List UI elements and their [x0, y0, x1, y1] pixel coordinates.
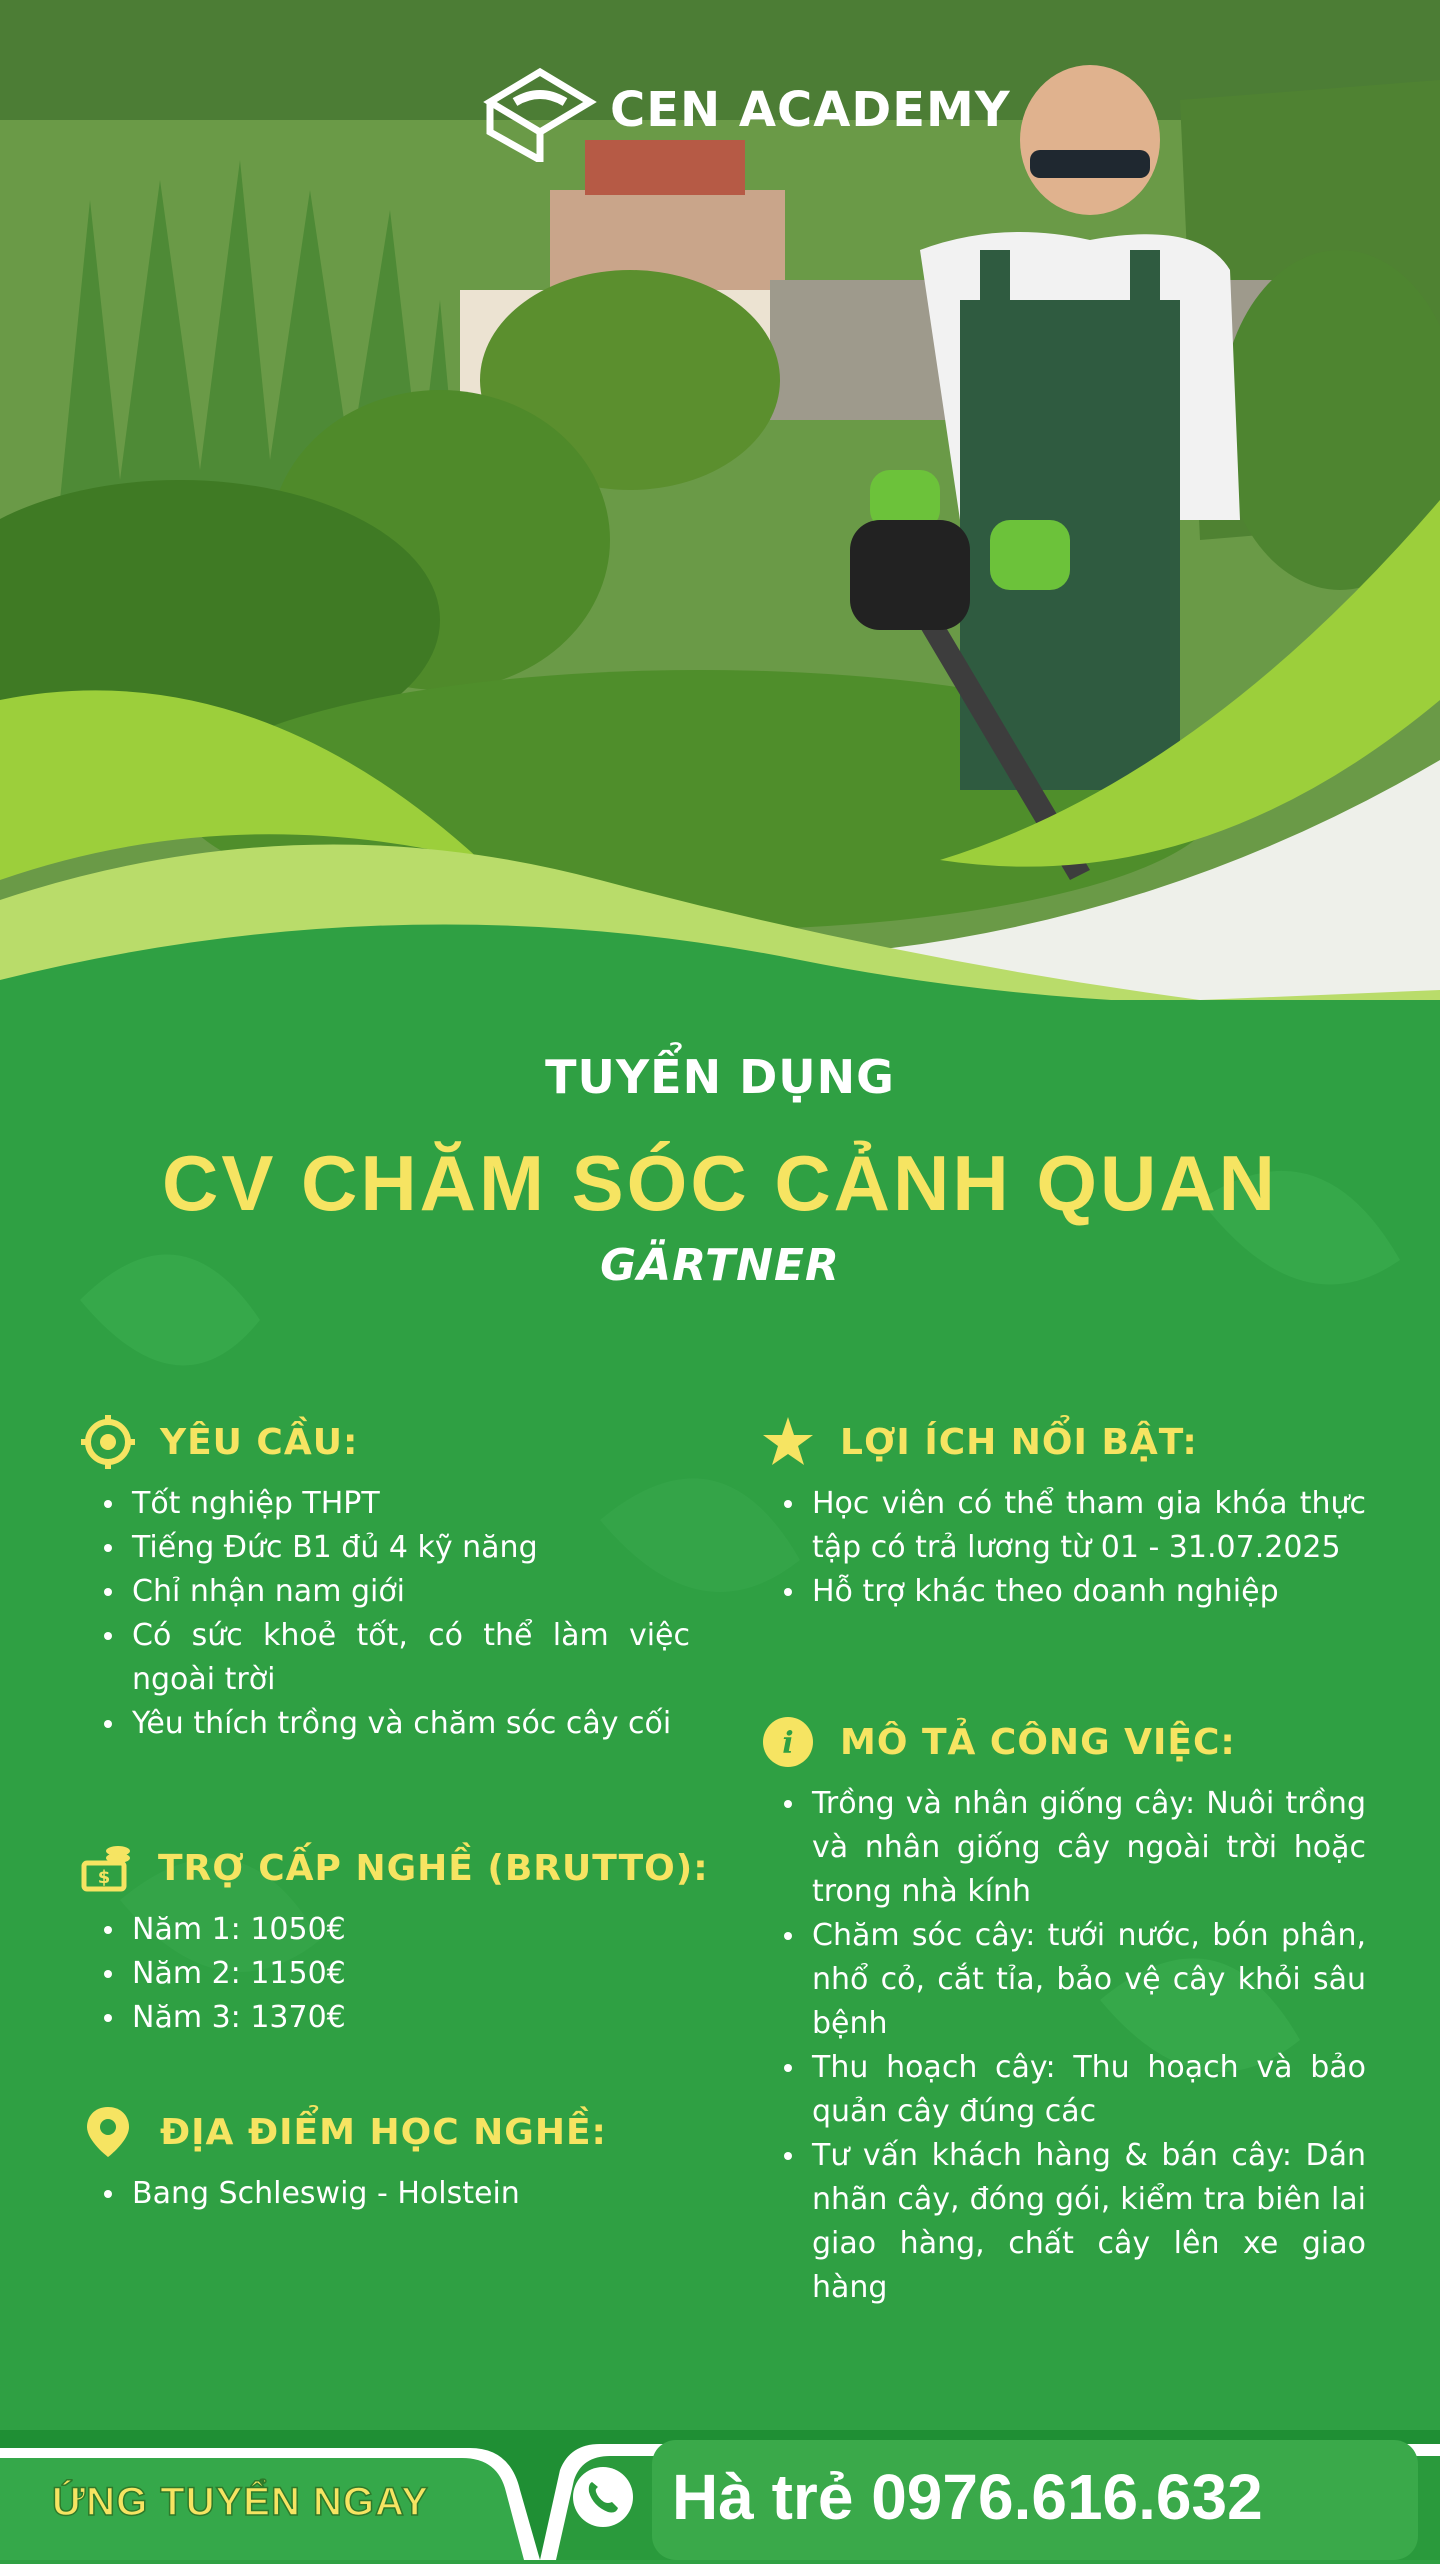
list-item: Tư vấn khách hàng & bán cây: Dán nhãn cây, đóng gói, kiểm tra biên lai giao hàng, chất cây lên xe giao hàng	[812, 2134, 1366, 2310]
money-icon	[80, 1840, 134, 1896]
requirements-list	[80, 1482, 690, 1746]
svg-text:i: i	[782, 1726, 794, 1761]
requirements-title: YÊU CẦU:	[160, 1421, 359, 1463]
location-title: ĐỊA ĐIỂM HỌC NGHỀ:	[160, 2111, 607, 2153]
requirements-section	[80, 1412, 690, 1746]
svg-text:$: $	[97, 1867, 111, 1888]
list-item: Học viên có thể tham gia khóa thực tập có trả lương từ 01 - 31.07.2025	[812, 1482, 1366, 1570]
allowance-section	[80, 1838, 709, 2040]
benefits-title: LỢI ÍCH NỔI BẬT:	[840, 1421, 1198, 1463]
list-item: Trồng và nhân giống cây: Nuôi trồng và nhân giống cây ngoài trời hoặc trong nhà kính	[812, 1782, 1366, 1914]
benefits-list	[760, 1482, 1366, 1614]
brand-name: CEN ACADEMY	[610, 82, 1011, 138]
list-item: Năm 3: 1370€	[132, 1996, 690, 2040]
list-item: Có sức khoẻ tốt, có thể làm việc ngoài trời	[132, 1614, 690, 1702]
location-section	[80, 2102, 690, 2216]
brand-logo	[480, 62, 1011, 162]
list-item: Năm 1: 1050€	[132, 1908, 690, 1952]
list-item: Tốt nghiệp THPT	[132, 1482, 690, 1526]
list-item: Chăm sóc cây: tưới nước, bón phân, nhổ cỏ, cắt tỉa, bảo vệ cây khỏi sâu bệnh	[812, 1914, 1366, 2046]
location-list	[80, 2172, 690, 2216]
list-item: Thu hoạch cây: Thu hoạch và bảo quản cây đúng các	[812, 2046, 1366, 2134]
list-item: Tiếng Đức B1 đủ 4 kỹ năng	[132, 1526, 690, 1570]
phone-icon	[568, 2462, 638, 2532]
location-pin-icon	[80, 2104, 136, 2160]
info-icon	[760, 1714, 816, 1770]
list-item: Năm 2: 1150€	[132, 1952, 690, 1996]
recruit-heading: TUYỂN DỤNG	[545, 1050, 895, 1104]
benefits-section	[760, 1412, 1366, 1614]
list-item: Chỉ nhận nam giới	[132, 1570, 690, 1614]
job-title: CV CHĂM SÓC CẢNH QUAN	[162, 1139, 1278, 1227]
job-description-title: MÔ TẢ CÔNG VIỆC:	[840, 1721, 1236, 1763]
job-title-german: GÄRTNER	[600, 1240, 840, 1291]
contact-phone[interactable]: Hà trẻ 0976.616.632	[672, 2461, 1263, 2533]
list-item: Bang Schleswig - Holstein	[132, 2172, 690, 2216]
target-icon	[80, 1414, 136, 1470]
allowance-list	[80, 1908, 690, 2040]
apply-now-button[interactable]: ỨNG TUYỂN NGAY	[52, 2480, 429, 2524]
list-item: Yêu thích trồng và chăm sóc cây cối	[132, 1702, 690, 1746]
job-description-section	[760, 1712, 1366, 2310]
star-icon	[760, 1414, 816, 1470]
allowance-title: TRỢ CẤP NGHỀ (BRUTTO):	[158, 1847, 709, 1889]
list-item: Hỗ trợ khác theo doanh nghiệp	[812, 1570, 1366, 1614]
job-description-list	[760, 1782, 1366, 2310]
cen-logo-icon	[480, 62, 600, 162]
